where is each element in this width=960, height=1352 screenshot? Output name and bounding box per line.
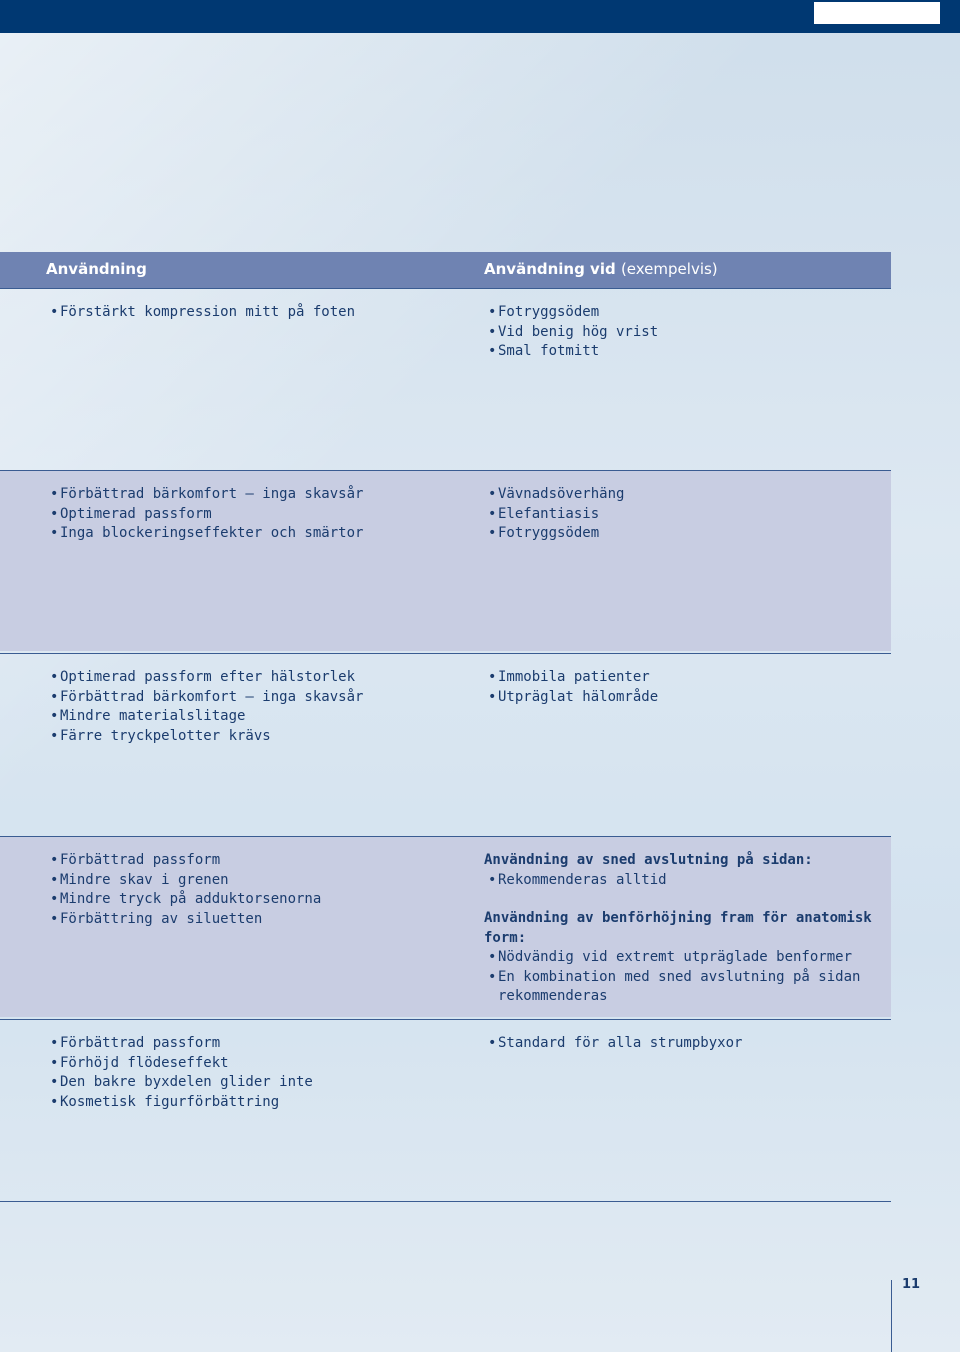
list-item: • Mindre skav i grenen [50,871,470,891]
row-3-left [50,668,470,746]
header-usage: Användning [46,260,147,278]
table-row [0,836,891,1017]
list-item: • Kosmetisk figurförbättring [50,1093,470,1113]
list-item: • Smal fotmitt [488,342,883,362]
row-3-right [488,668,883,707]
list-item: • Standard för alla strumpbyxor [488,1034,883,1054]
page-number-rule [891,1280,892,1352]
subheading-side-cut: Användning av sned avslutning på sidan: [484,852,813,868]
header-usage-for [484,260,718,278]
row-2-right [488,485,883,544]
list-item: • Vävnadsöverhäng [488,485,883,505]
list-item: • Den bakre byxdelen glider inte [50,1073,470,1093]
list-item: • Förstärkt kompression mitt på foten [50,303,470,323]
list-item: • Vid benig hög vrist [488,323,883,343]
list-item: • Nödvändig vid extremt utpräglade benformer [488,948,883,968]
list-item: • En kombination med sned avslutning på sidan rekommenderas [488,968,883,1007]
row-4-right [484,851,883,1007]
list-item: • Fotryggsödem [488,303,883,323]
list-item: • Förbättring av siluetten [50,910,470,930]
list-item: • Elefantiasis [488,505,883,525]
list-item: • Förbättrad bärkomfort – inga skavsår [50,485,470,505]
list-item: • Utpräglat hälområde [488,688,883,708]
row-5-right [488,1034,883,1054]
list-item: • Mindre materialslitage [50,707,470,727]
list-item: • Optimerad passform [50,505,470,525]
row-4-left [50,851,470,929]
row-2-left [50,485,470,544]
table-bottom-rule [0,1201,891,1202]
row-5-left [50,1034,470,1112]
list-item: • Förbättrad bärkomfort – inga skavsår [50,688,470,708]
list-item: • Immobila patienter [488,668,883,688]
table-row [0,1019,891,1200]
list-item: • Mindre tryck på adduktorsenorna [50,890,470,910]
subheading-leg-raise: Användning av benförhöjning fram för anatomisk form: [484,910,872,946]
list-item: • Färre tryckpelotter krävs [50,727,470,747]
table-row [0,288,891,469]
header-usage-for-bold: Användning vid [484,260,616,278]
table-header [0,252,891,288]
table-row [0,470,891,651]
list-item: • Optimerad passform efter hälstorlek [50,668,470,688]
list-item: • Inga blockeringseffekter och smärtor [50,524,470,544]
list-item: • Fotryggsödem [488,524,883,544]
top-tab [814,2,940,24]
list-item: • Rekommenderas alltid [488,871,883,891]
page-number: 11 [902,1277,921,1292]
row-1-right [488,303,883,362]
header-usage-for-light: (exempelvis) [620,260,718,278]
table-row [0,653,891,834]
list-item: • Förbättrad passform [50,851,470,871]
list-item: • Förhöjd flödeseffekt [50,1054,470,1074]
list-item: • Förbättrad passform [50,1034,470,1054]
row-1-left [50,303,470,323]
